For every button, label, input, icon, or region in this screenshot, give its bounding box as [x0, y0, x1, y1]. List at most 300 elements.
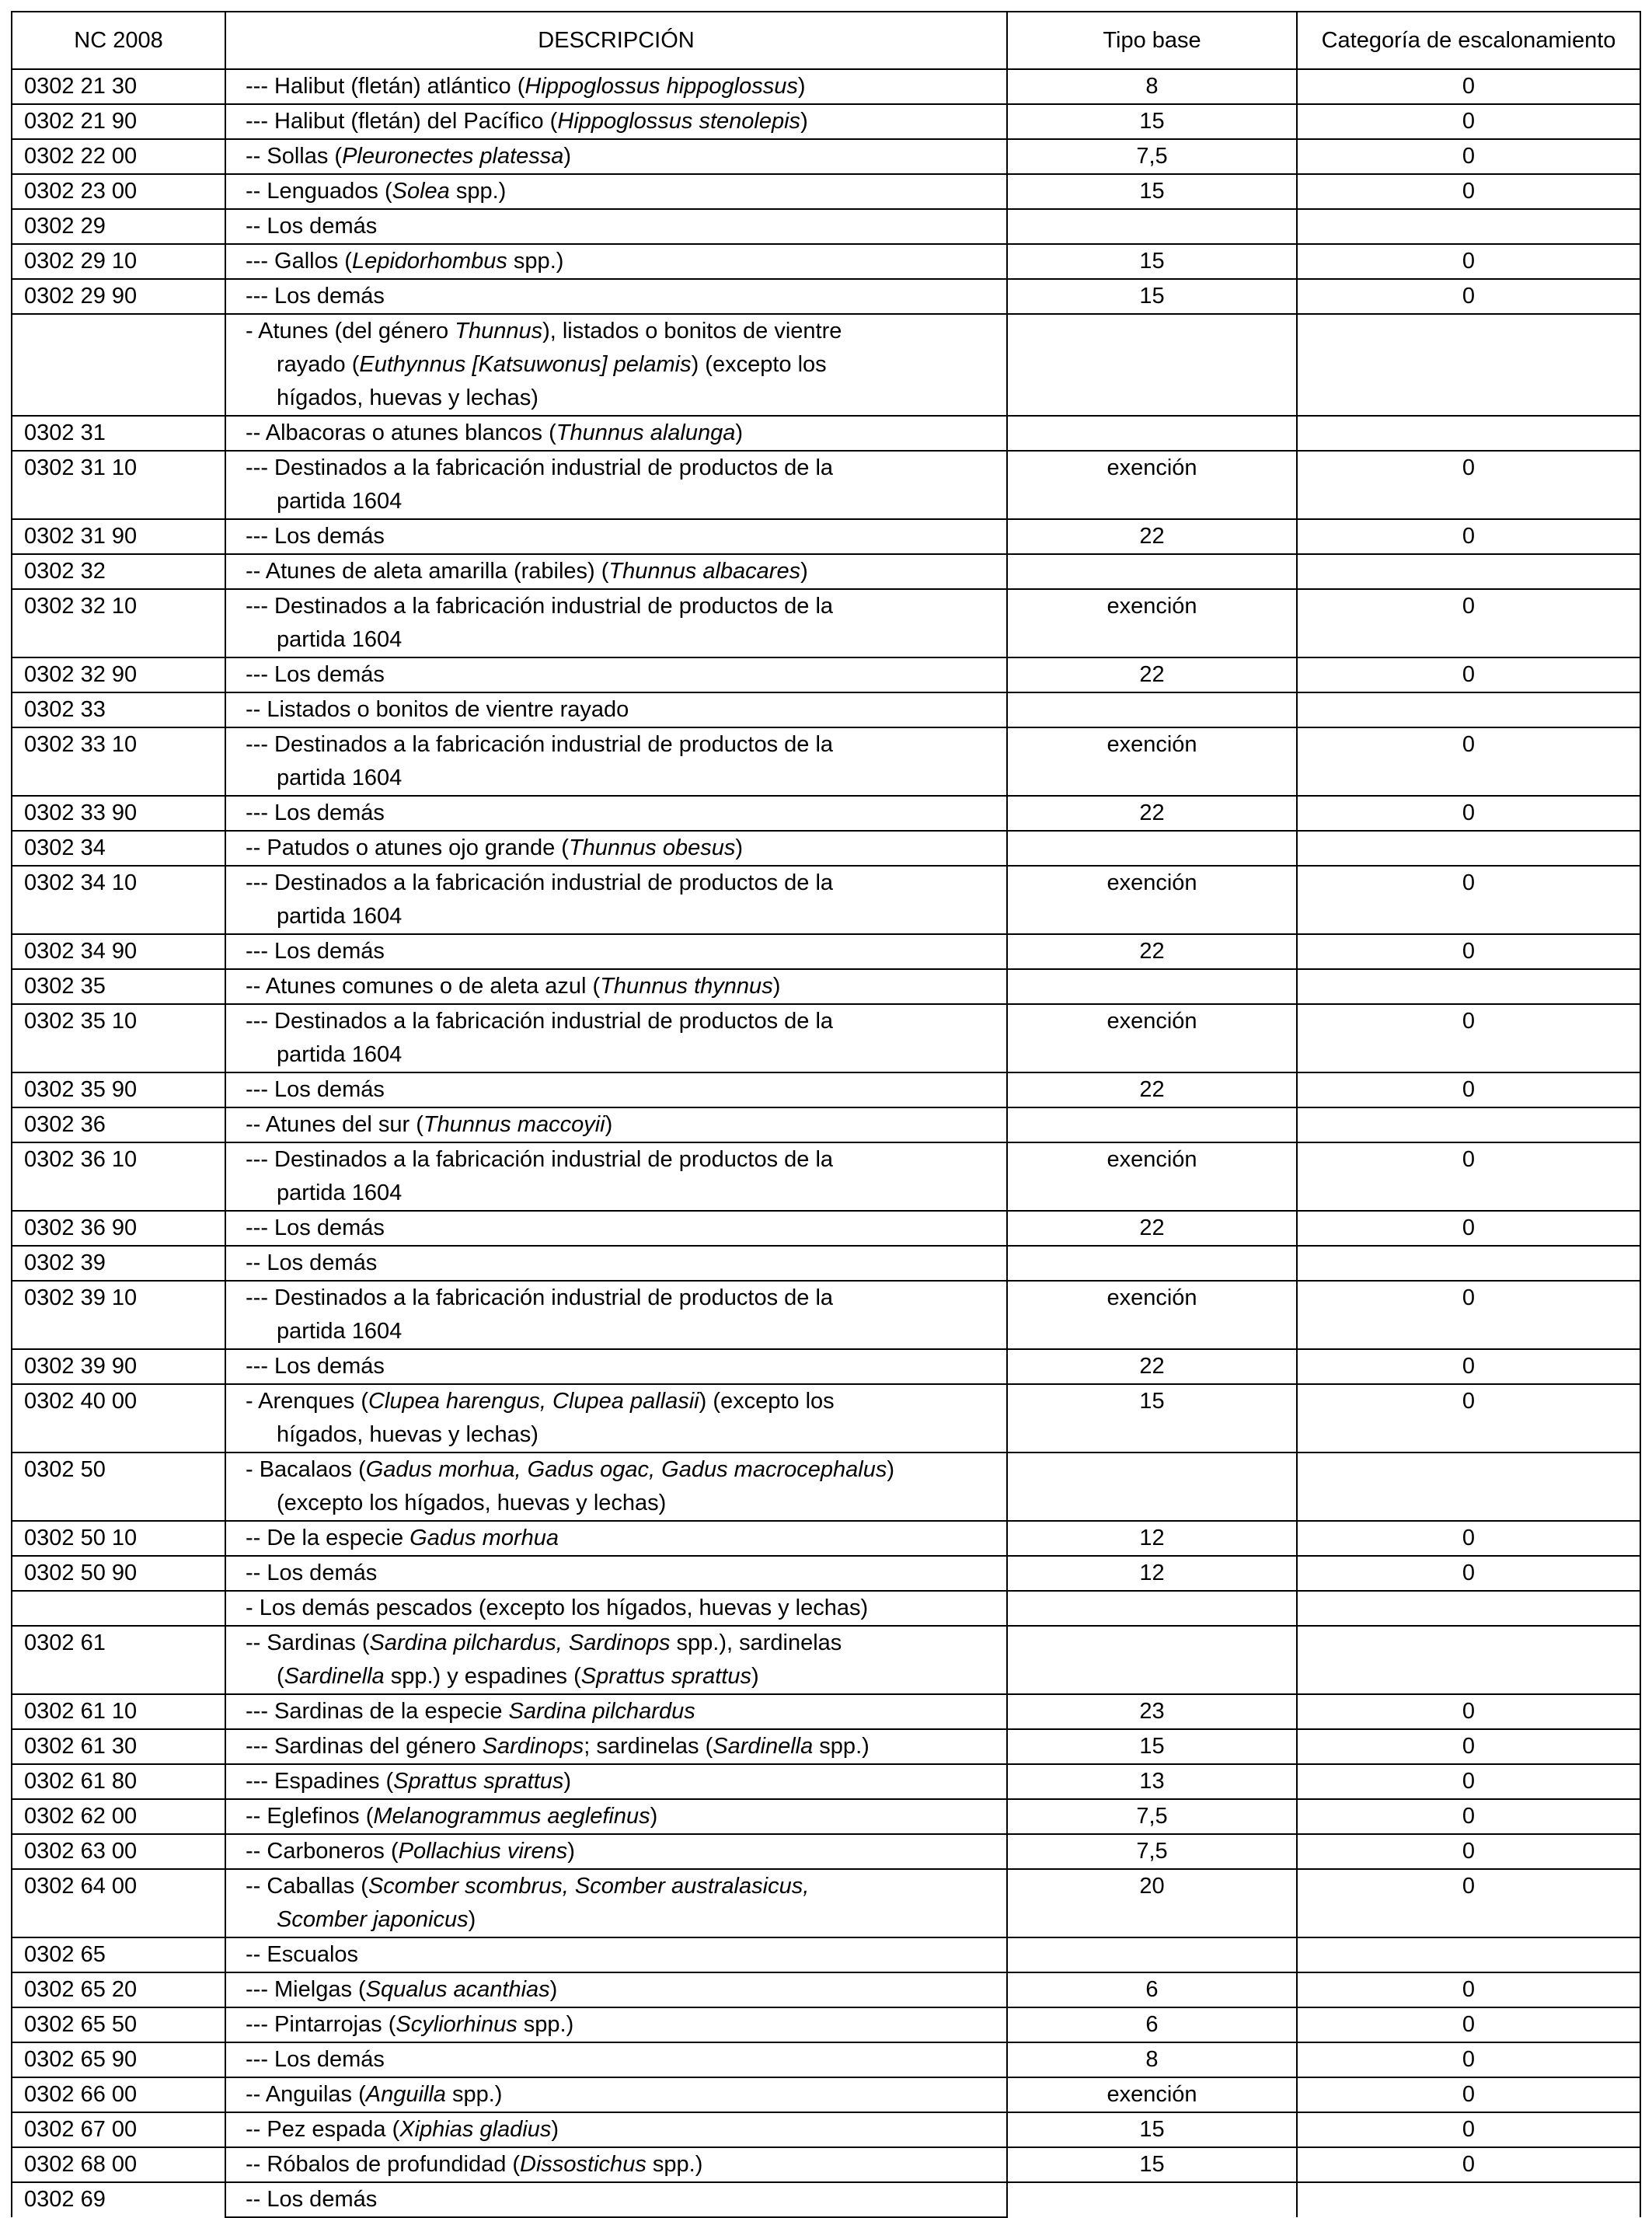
scientific-name: Thunnus albacares	[608, 559, 801, 584]
description-text: --- Destinados a la fabricación industrial de productos de la	[246, 455, 834, 480]
tipo-base-cell: 7,5	[1007, 1834, 1297, 1869]
scientific-name: Sprattus sprattus	[393, 1769, 564, 1794]
description-text: -- Atunes del sur (	[246, 1112, 423, 1137]
categoria-cell: 0	[1297, 69, 1640, 104]
description-text: )	[551, 2117, 559, 2142]
table-row	[12, 1384, 1640, 1453]
description-line	[238, 452, 995, 485]
description-text: --- Los demás	[246, 1077, 385, 1102]
description-text: )	[735, 420, 744, 445]
tipo-base-cell: 12	[1007, 1556, 1297, 1591]
nc-code-cell: 0302 64 00	[12, 1869, 225, 1937]
table-row	[12, 1799, 1640, 1834]
description-cell	[225, 831, 1007, 866]
description-line	[238, 2113, 995, 2147]
description-text: )	[800, 109, 808, 134]
description-text: spp.)	[507, 249, 564, 274]
table-row	[12, 1626, 1640, 1694]
table-row	[12, 1246, 1640, 1281]
tipo-base-cell	[1007, 969, 1297, 1004]
categoria-cell: 0	[1297, 2077, 1640, 2112]
table-row	[12, 866, 1640, 934]
description-text: ) (excepto los	[691, 352, 827, 377]
scientific-name: Clupea harengus, Clupea pallasii	[368, 1389, 699, 1414]
header-nc-2008: NC 2008	[12, 12, 225, 69]
description-cell	[225, 657, 1007, 692]
description-text: )	[563, 1769, 572, 1794]
description-line	[238, 175, 995, 208]
nc-code-cell: 0302 36 90	[12, 1211, 225, 1246]
nc-code-cell: 0302 29	[12, 209, 225, 244]
tipo-base-cell	[1007, 2182, 1297, 2217]
table-row	[12, 244, 1640, 279]
categoria-cell: 0	[1297, 2042, 1640, 2077]
description-text: partida 1604	[277, 489, 403, 514]
description-text: --- Destinados a la fabricación industrial de productos de la	[246, 1009, 834, 1034]
description-line	[238, 2008, 995, 2042]
categoria-cell	[1297, 831, 1640, 866]
categoria-cell	[1297, 1937, 1640, 1972]
scientific-name: Euthynnus [Katsuwonus] pelamis	[359, 352, 692, 377]
description-text: --- Los demás	[246, 800, 385, 825]
description-text: -- Eglefinos (	[246, 1804, 374, 1829]
description-line	[238, 105, 995, 138]
scientific-name: Sardina pilchardus, Sardinops	[369, 1630, 671, 1655]
scientific-name: Xiphias gladius	[399, 2117, 552, 2142]
table-row	[12, 1556, 1640, 1591]
description-cell	[225, 554, 1007, 589]
scientific-name: Thunnus	[455, 319, 543, 344]
nc-code-cell: 0302 50 10	[12, 1521, 225, 1556]
table-row	[12, 2147, 1640, 2182]
scientific-name: Scomber scombrus, Scomber australasicus,	[368, 1874, 810, 1899]
scientific-name: Scyliorhinus	[396, 2012, 518, 2037]
nc-code-cell: 0302 62 00	[12, 1799, 225, 1834]
description-line	[238, 762, 995, 795]
description-text: --- Los demás	[246, 1354, 385, 1379]
description-line	[238, 1315, 995, 1348]
tipo-base-cell: exención	[1007, 727, 1297, 796]
categoria-cell	[1297, 692, 1640, 727]
scientific-name: Thunnus maccoyii	[423, 1112, 605, 1137]
categoria-cell: 0	[1297, 1799, 1640, 1834]
categoria-cell: 0	[1297, 1281, 1640, 1349]
nc-code-cell: 0302 69	[12, 2182, 225, 2217]
nc-code-cell: 0302 29 90	[12, 279, 225, 314]
description-text: -- Listados o bonitos de vientre rayado	[246, 697, 629, 722]
table-row	[12, 1591, 1640, 1626]
scientific-name: Thunnus alalunga	[556, 420, 736, 445]
description-text: -- Escualos	[246, 1942, 359, 1967]
description-text: --- Mielgas (	[246, 1977, 366, 2002]
nc-code-cell: 0302 50	[12, 1453, 225, 1521]
tipo-base-cell: exención	[1007, 451, 1297, 519]
description-cell	[225, 1246, 1007, 1281]
description-cell	[225, 1521, 1007, 1556]
description-text: --- Halibut (fletán) del Pacífico (	[246, 109, 558, 134]
nc-code-cell: 0302 34 90	[12, 934, 225, 969]
description-line	[238, 935, 995, 968]
description-cell	[225, 69, 1007, 104]
table-row	[12, 1764, 1640, 1799]
description-cell	[225, 416, 1007, 451]
description-text: -- Pez espada (	[246, 2117, 400, 2142]
description-line	[238, 1730, 995, 1763]
description-line	[238, 1522, 995, 1555]
scientific-name: Hippoglossus hippoglossus	[525, 74, 798, 99]
description-text: )	[800, 559, 808, 584]
tipo-base-cell: exención	[1007, 1281, 1297, 1349]
tipo-base-cell: 12	[1007, 1521, 1297, 1556]
description-line	[238, 1627, 995, 1660]
description-text: ) (excepto los	[699, 1389, 835, 1414]
categoria-cell: 0	[1297, 244, 1640, 279]
categoria-cell: 0	[1297, 1004, 1640, 1072]
description-cell	[225, 1764, 1007, 1799]
description-cell	[225, 1211, 1007, 1246]
tipo-base-cell: 6	[1007, 1972, 1297, 2007]
nc-code-cell: 0302 33 10	[12, 727, 225, 796]
table-row	[12, 209, 1640, 244]
description-cell	[225, 104, 1007, 139]
nc-code-cell: 0302 31	[12, 416, 225, 451]
description-cell	[225, 1869, 1007, 1937]
description-cell	[225, 934, 1007, 969]
description-text: partida 1604	[277, 1042, 403, 1067]
description-line	[238, 1247, 995, 1280]
nc-code-cell: 0302 22 00	[12, 139, 225, 174]
categoria-cell	[1297, 1107, 1640, 1142]
description-text: --- Destinados a la fabricación industrial de productos de la	[246, 870, 834, 895]
categoria-cell	[1297, 1626, 1640, 1694]
description-cell	[225, 1072, 1007, 1107]
description-line	[238, 832, 995, 865]
table-row	[12, 657, 1640, 692]
description-cell	[225, 1142, 1007, 1211]
description-cell	[225, 1694, 1007, 1729]
description-line	[238, 1592, 995, 1625]
description-line	[238, 1212, 995, 1245]
tipo-base-cell	[1007, 1937, 1297, 1972]
categoria-cell	[1297, 1591, 1640, 1626]
table-row	[12, 796, 1640, 831]
scientific-name: Gadus morhua	[410, 1526, 559, 1550]
description-line	[238, 348, 995, 382]
nc-code-cell: 0302 61 30	[12, 1729, 225, 1764]
tariff-table	[11, 11, 1641, 2218]
categoria-cell: 0	[1297, 589, 1640, 657]
description-cell	[225, 1281, 1007, 1349]
table-row	[12, 2077, 1640, 2112]
description-line	[238, 867, 995, 900]
description-line	[238, 2043, 995, 2077]
table-row	[12, 1107, 1640, 1142]
description-text: -- Atunes de aleta amarilla (rabiles) (	[246, 559, 609, 584]
description-text: --- Espadines (	[246, 1769, 394, 1794]
categoria-cell: 0	[1297, 1211, 1640, 1246]
nc-code-cell: 0302 36	[12, 1107, 225, 1142]
nc-code-cell: 0302 33 90	[12, 796, 225, 831]
scientific-name: Pollachius virens	[398, 1839, 568, 1864]
categoria-cell: 0	[1297, 279, 1640, 314]
tipo-base-cell	[1007, 1591, 1297, 1626]
tipo-base-cell	[1007, 831, 1297, 866]
description-cell	[225, 1349, 1007, 1384]
tipo-base-cell: exención	[1007, 2077, 1297, 2112]
description-line	[238, 1660, 995, 1693]
description-line	[238, 485, 995, 518]
description-cell	[225, 2042, 1007, 2077]
description-cell	[225, 139, 1007, 174]
tipo-base-cell: 8	[1007, 69, 1297, 104]
description-text: -- Anguilas (	[246, 2082, 366, 2107]
table-row	[12, 1937, 1640, 1972]
categoria-cell: 0	[1297, 1834, 1640, 1869]
description-cell	[225, 314, 1007, 416]
description-line	[238, 555, 995, 588]
table-row	[12, 1521, 1640, 1556]
table-row	[12, 692, 1640, 727]
description-text: ; sardinelas (	[584, 1734, 713, 1759]
categoria-cell: 0	[1297, 1072, 1640, 1107]
nc-code-cell: 0302 32 90	[12, 657, 225, 692]
tipo-base-cell	[1007, 1246, 1297, 1281]
description-text: - Arenques (	[246, 1389, 368, 1414]
table-row	[12, 1004, 1640, 1072]
categoria-cell: 0	[1297, 174, 1640, 209]
tipo-base-cell: exención	[1007, 1004, 1297, 1072]
table-row	[12, 1869, 1640, 1937]
description-line	[238, 1973, 995, 2007]
description-cell	[225, 1799, 1007, 1834]
description-line	[238, 797, 995, 830]
description-text: --- Sardinas de la especie	[246, 1699, 509, 1724]
nc-code-cell: 0302 67 00	[12, 2112, 225, 2147]
scientific-name: Pleuronectes platessa	[342, 144, 564, 169]
description-text: -- Atunes comunes o de aleta azul (	[246, 974, 601, 999]
tipo-base-cell	[1007, 416, 1297, 451]
description-text: --- Los demás	[246, 1215, 385, 1240]
tipo-base-cell	[1007, 692, 1297, 727]
description-cell	[225, 1591, 1007, 1626]
categoria-cell: 0	[1297, 1764, 1640, 1799]
description-text: )	[549, 1977, 558, 2002]
description-cell	[225, 451, 1007, 519]
description-text: )	[751, 1664, 759, 1689]
description-cell	[225, 2077, 1007, 2112]
description-text: partida 1604	[277, 1180, 403, 1205]
categoria-cell: 0	[1297, 1694, 1640, 1729]
categoria-cell: 0	[1297, 1349, 1640, 1384]
categoria-cell: 0	[1297, 1729, 1640, 1764]
tipo-base-cell: exención	[1007, 589, 1297, 657]
description-text: (excepto los hígados, huevas y lechas)	[277, 1491, 667, 1515]
categoria-cell	[1297, 1453, 1640, 1521]
categoria-cell	[1297, 554, 1640, 589]
tipo-base-cell	[1007, 314, 1297, 416]
categoria-cell: 0	[1297, 796, 1640, 831]
nc-code-cell: 0302 23 00	[12, 174, 225, 209]
scientific-name: Lepidorhombus	[351, 249, 507, 274]
tipo-base-cell: exención	[1007, 1142, 1297, 1211]
description-line	[238, 1038, 995, 1072]
tipo-base-cell	[1007, 1626, 1297, 1694]
table-row	[12, 589, 1640, 657]
table-row	[12, 2042, 1640, 2077]
description-line	[238, 1938, 995, 1972]
categoria-cell: 0	[1297, 1142, 1640, 1211]
nc-code-cell: 0302 61 80	[12, 1764, 225, 1799]
table-row	[12, 279, 1640, 314]
description-line	[238, 1177, 995, 1210]
nc-code-cell: 0302 61	[12, 1626, 225, 1694]
categoria-cell: 0	[1297, 104, 1640, 139]
scientific-name: Solea	[392, 179, 450, 204]
description-text: )	[650, 1804, 658, 1829]
description-cell	[225, 969, 1007, 1004]
description-line	[238, 1073, 995, 1107]
tipo-base-cell: 23	[1007, 1694, 1297, 1729]
categoria-cell: 0	[1297, 657, 1640, 692]
nc-code-cell: 0302 40 00	[12, 1384, 225, 1453]
description-text: --- Los demás	[246, 2047, 385, 2072]
description-text: spp.) y espadines (	[384, 1664, 581, 1689]
nc-code-cell: 0302 61 10	[12, 1694, 225, 1729]
description-text: spp.)	[813, 1734, 870, 1759]
table-row	[12, 69, 1640, 104]
description-text: --- Halibut (fletán) atlántico (	[246, 74, 525, 99]
categoria-cell: 0	[1297, 139, 1640, 174]
table-row	[12, 1349, 1640, 1384]
table-row	[12, 174, 1640, 209]
nc-code-cell: 0302 63 00	[12, 1834, 225, 1869]
tipo-base-cell	[1007, 554, 1297, 589]
description-line	[238, 1903, 995, 1937]
description-text: --- Destinados a la fabricación industrial de productos de la	[246, 1285, 834, 1310]
description-text: -- Patudos o atunes ojo grande (	[246, 835, 569, 860]
description-cell	[225, 589, 1007, 657]
scientific-name: Melanogrammus aeglefinus	[373, 1804, 650, 1829]
description-text: -- Los demás	[246, 2187, 378, 2212]
description-text: )	[567, 1839, 575, 1864]
description-cell	[225, 1384, 1007, 1453]
table-row	[12, 1972, 1640, 2007]
description-text: hígados, huevas y lechas)	[277, 385, 538, 410]
description-cell	[225, 692, 1007, 727]
description-cell	[225, 279, 1007, 314]
description-text: spp.)	[646, 2152, 703, 2177]
nc-code-cell: 0302 35 10	[12, 1004, 225, 1072]
description-text: partida 1604	[277, 904, 403, 929]
description-text: -- Albacoras o atunes blancos (	[246, 420, 556, 445]
scientific-name: Sardinella	[713, 1734, 814, 1759]
description-line	[238, 417, 995, 450]
categoria-cell	[1297, 314, 1640, 416]
tipo-base-cell: 6	[1007, 2007, 1297, 2042]
description-text: - Bacalaos (	[246, 1457, 366, 1482]
table-row	[12, 969, 1640, 1004]
tipo-base-cell: 22	[1007, 1072, 1297, 1107]
nc-code-cell: 0302 65 50	[12, 2007, 225, 2042]
description-text: )	[735, 835, 744, 860]
tipo-base-cell: 7,5	[1007, 139, 1297, 174]
description-line	[238, 2078, 995, 2112]
description-line	[238, 2148, 995, 2181]
description-line	[238, 1835, 995, 1868]
tipo-base-cell: 15	[1007, 1384, 1297, 1453]
description-text: -- Róbalos de profundidad (	[246, 2152, 521, 2177]
description-cell	[225, 2147, 1007, 2182]
scientific-name: Gadus morhua, Gadus ogac, Gadus macrocephalus	[365, 1457, 887, 1482]
description-cell	[225, 1626, 1007, 1694]
description-cell	[225, 1004, 1007, 1072]
description-cell	[225, 796, 1007, 831]
scientific-name: Sardinops	[482, 1734, 584, 1759]
table-row	[12, 1211, 1640, 1246]
description-text: -- Lenguados (	[246, 179, 392, 204]
description-text: partida 1604	[277, 1319, 403, 1344]
categoria-cell: 0	[1297, 451, 1640, 519]
table-row	[12, 139, 1640, 174]
tipo-base-cell: 20	[1007, 1869, 1297, 1937]
categoria-cell	[1297, 2182, 1640, 2217]
description-text: spp.), sardinelas	[670, 1630, 842, 1655]
scientific-name: Sardina pilchardus	[508, 1699, 695, 1724]
nc-code-cell: 0302 31 10	[12, 451, 225, 519]
description-text: )	[887, 1457, 895, 1482]
description-text: - Atunes (del género	[246, 319, 455, 344]
scientific-name: Squalus acanthias	[365, 1977, 550, 2002]
tipo-base-cell	[1007, 1453, 1297, 1521]
description-line	[238, 970, 995, 1003]
scientific-name: Dissostichus	[520, 2152, 647, 2177]
description-text: ), listados o bonitos de vientre	[542, 319, 842, 344]
categoria-cell: 0	[1297, 519, 1640, 554]
description-line	[238, 623, 995, 657]
nc-code-cell: 0302 34 10	[12, 866, 225, 934]
table-row	[12, 416, 1640, 451]
description-line	[238, 245, 995, 278]
description-line	[238, 1765, 995, 1798]
header-categoria: Categoría de escalonamiento	[1297, 12, 1640, 69]
description-cell	[225, 1556, 1007, 1591]
nc-code-cell: 0302 39 90	[12, 1349, 225, 1384]
tipo-base-cell: 13	[1007, 1764, 1297, 1799]
table-row	[12, 519, 1640, 554]
table-row	[12, 104, 1640, 139]
scientific-name: Scomber japonicus	[277, 1907, 469, 1932]
description-text: spp.)	[449, 179, 507, 204]
categoria-cell: 0	[1297, 2147, 1640, 2182]
description-text: )	[797, 74, 806, 99]
description-text: )	[468, 1907, 476, 1932]
nc-code-cell: 0302 39 10	[12, 1281, 225, 1349]
table-row	[12, 1834, 1640, 1869]
nc-code-cell	[12, 1591, 225, 1626]
table-row	[12, 1281, 1640, 1349]
nc-code-cell: 0302 66 00	[12, 2077, 225, 2112]
description-cell	[225, 2182, 1007, 2217]
scientific-name: Sardinella	[284, 1664, 385, 1689]
categoria-cell: 0	[1297, 1521, 1640, 1556]
nc-code-cell: 0302 65 90	[12, 2042, 225, 2077]
description-cell	[225, 727, 1007, 796]
description-cell	[225, 1937, 1007, 1972]
table-row	[12, 451, 1640, 519]
table-body	[12, 69, 1640, 2217]
tipo-base-cell: 15	[1007, 174, 1297, 209]
description-line	[238, 693, 995, 727]
